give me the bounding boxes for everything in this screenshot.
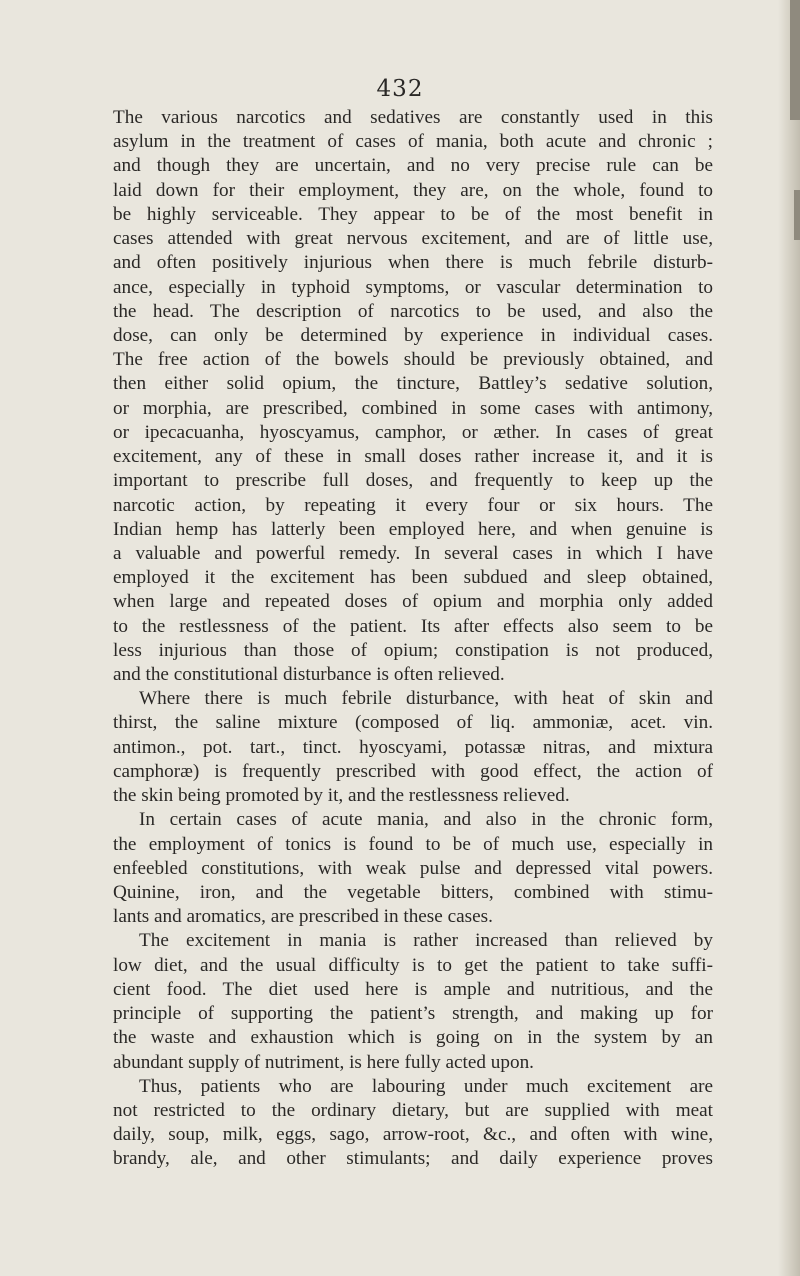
text-line: Where there is much febrile disturbance, with heat of skin and	[139, 688, 713, 710]
text-line: the waste and exhaustion which is going on in the system by an	[113, 1027, 713, 1049]
text-line: narcotic action, by repeating it every four or six hours. The	[113, 494, 713, 516]
text-line: and often positively injurious when there is much febrile disturb-	[113, 252, 713, 274]
text-line: In certain cases of acute mania, and also in the chronic form,	[139, 809, 713, 831]
text-line: Quinine, iron, and the vegetable bitters, combined with stimu-	[113, 882, 713, 903]
text-line: Thus, patients who are labouring under much excitement are	[139, 1075, 713, 1097]
text-line: and the constitutional disturbance is often relieved.	[113, 664, 505, 686]
text-line: employed it the excitement has been subdued and sleep obtained,	[113, 567, 713, 589]
text-line: brandy, ale, and other stimulants; and daily experience proves	[113, 1148, 713, 1170]
text-line: enfeebled constitutions, with weak pulse and depressed vital powers.	[113, 857, 713, 879]
text-line: less injurious than those of opium; constipation is not produced,	[113, 639, 713, 661]
text-line: The various narcotics and sedatives are constantly used in this	[113, 107, 713, 128]
text-line: the skin being promoted by it, and the restlessness relieved.	[113, 785, 570, 807]
text-line: excitement, any of these in small doses rather increase it, and it is	[113, 446, 713, 468]
text-line: cases attended with great nervous excitement, and are of little use,	[113, 228, 713, 250]
text-line: The excitement in mania is rather increased than relieved by	[139, 930, 713, 952]
text-line: camphoræ) is frequently prescribed with good effect, the action of	[113, 760, 713, 782]
text-line: low diet, and the usual difficulty is to get the patient to take suffi-	[113, 954, 713, 976]
text-line: abundant supply of nutriment, is here fully acted upon.	[113, 1051, 534, 1073]
text-line: daily, soup, milk, eggs, sago, arrow-root, &c., and often with wine,	[113, 1124, 713, 1146]
text-line: ance, especially in typhoid symptoms, or vascular determination to	[113, 276, 713, 298]
text-line: to the restlessness of the patient. Its after effects also seem to be	[113, 615, 713, 637]
text-line: or morphia, are prescribed, combined in some cases with antimony,	[113, 397, 713, 419]
text-line: dose, can only be determined by experience in individual cases.	[113, 324, 713, 346]
text-line: a valuable and powerful remedy. In several cases in which I have	[113, 542, 713, 564]
text-line: or ipecacuanha, hyoscyamus, camphor, or æther. In cases of great	[113, 421, 713, 443]
text-line: Indian hemp has latterly been employed here, and when genuine is	[113, 518, 713, 540]
text-line: the head. The description of narcotics to be used, and also the	[113, 300, 713, 322]
text-line: then either solid opium, the tincture, Battley’s sedative solution,	[113, 373, 713, 395]
text-line: The free action of the bowels should be previously obtained, and	[113, 349, 713, 371]
text-line: and though they are uncertain, and no very precise rule can be	[113, 155, 713, 177]
page-edge-shadow	[790, 0, 800, 120]
text-line: important to prescribe full doses, and frequently to keep up the	[113, 470, 713, 492]
text-line: asylum in the treatment of cases of mania, both acute and chronic ;	[113, 131, 713, 153]
text-line: thirst, the saline mixture (composed of liq. ammoniæ, acet. vin.	[113, 712, 713, 734]
text-line: laid down for their employment, they are, on the whole, found to	[113, 179, 713, 201]
text-line: not restricted to the ordinary dietary, but are supplied with meat	[113, 1099, 713, 1121]
text-line: cient food. The diet used here is ample and nutritious, and the	[113, 978, 713, 1000]
page-number: 432	[376, 76, 424, 102]
page-edge-shadow	[794, 190, 800, 240]
text-line: antimon., pot. tart., tinct. hyoscyami, potassæ nitras, and mixtura	[113, 736, 713, 758]
text-line: lants and aromatics, are prescribed in these cases.	[113, 906, 493, 928]
text-line: be highly serviceable. They appear to be of the most benefit in	[113, 203, 713, 225]
body-text	[113, 106, 713, 1172]
text-line: the employment of tonics is found to be of much use, especially in	[113, 833, 713, 855]
text-line: principle of supporting the patient’s strength, and making up for	[113, 1003, 713, 1025]
text-line: when large and repeated doses of opium and morphia only added	[113, 591, 713, 613]
